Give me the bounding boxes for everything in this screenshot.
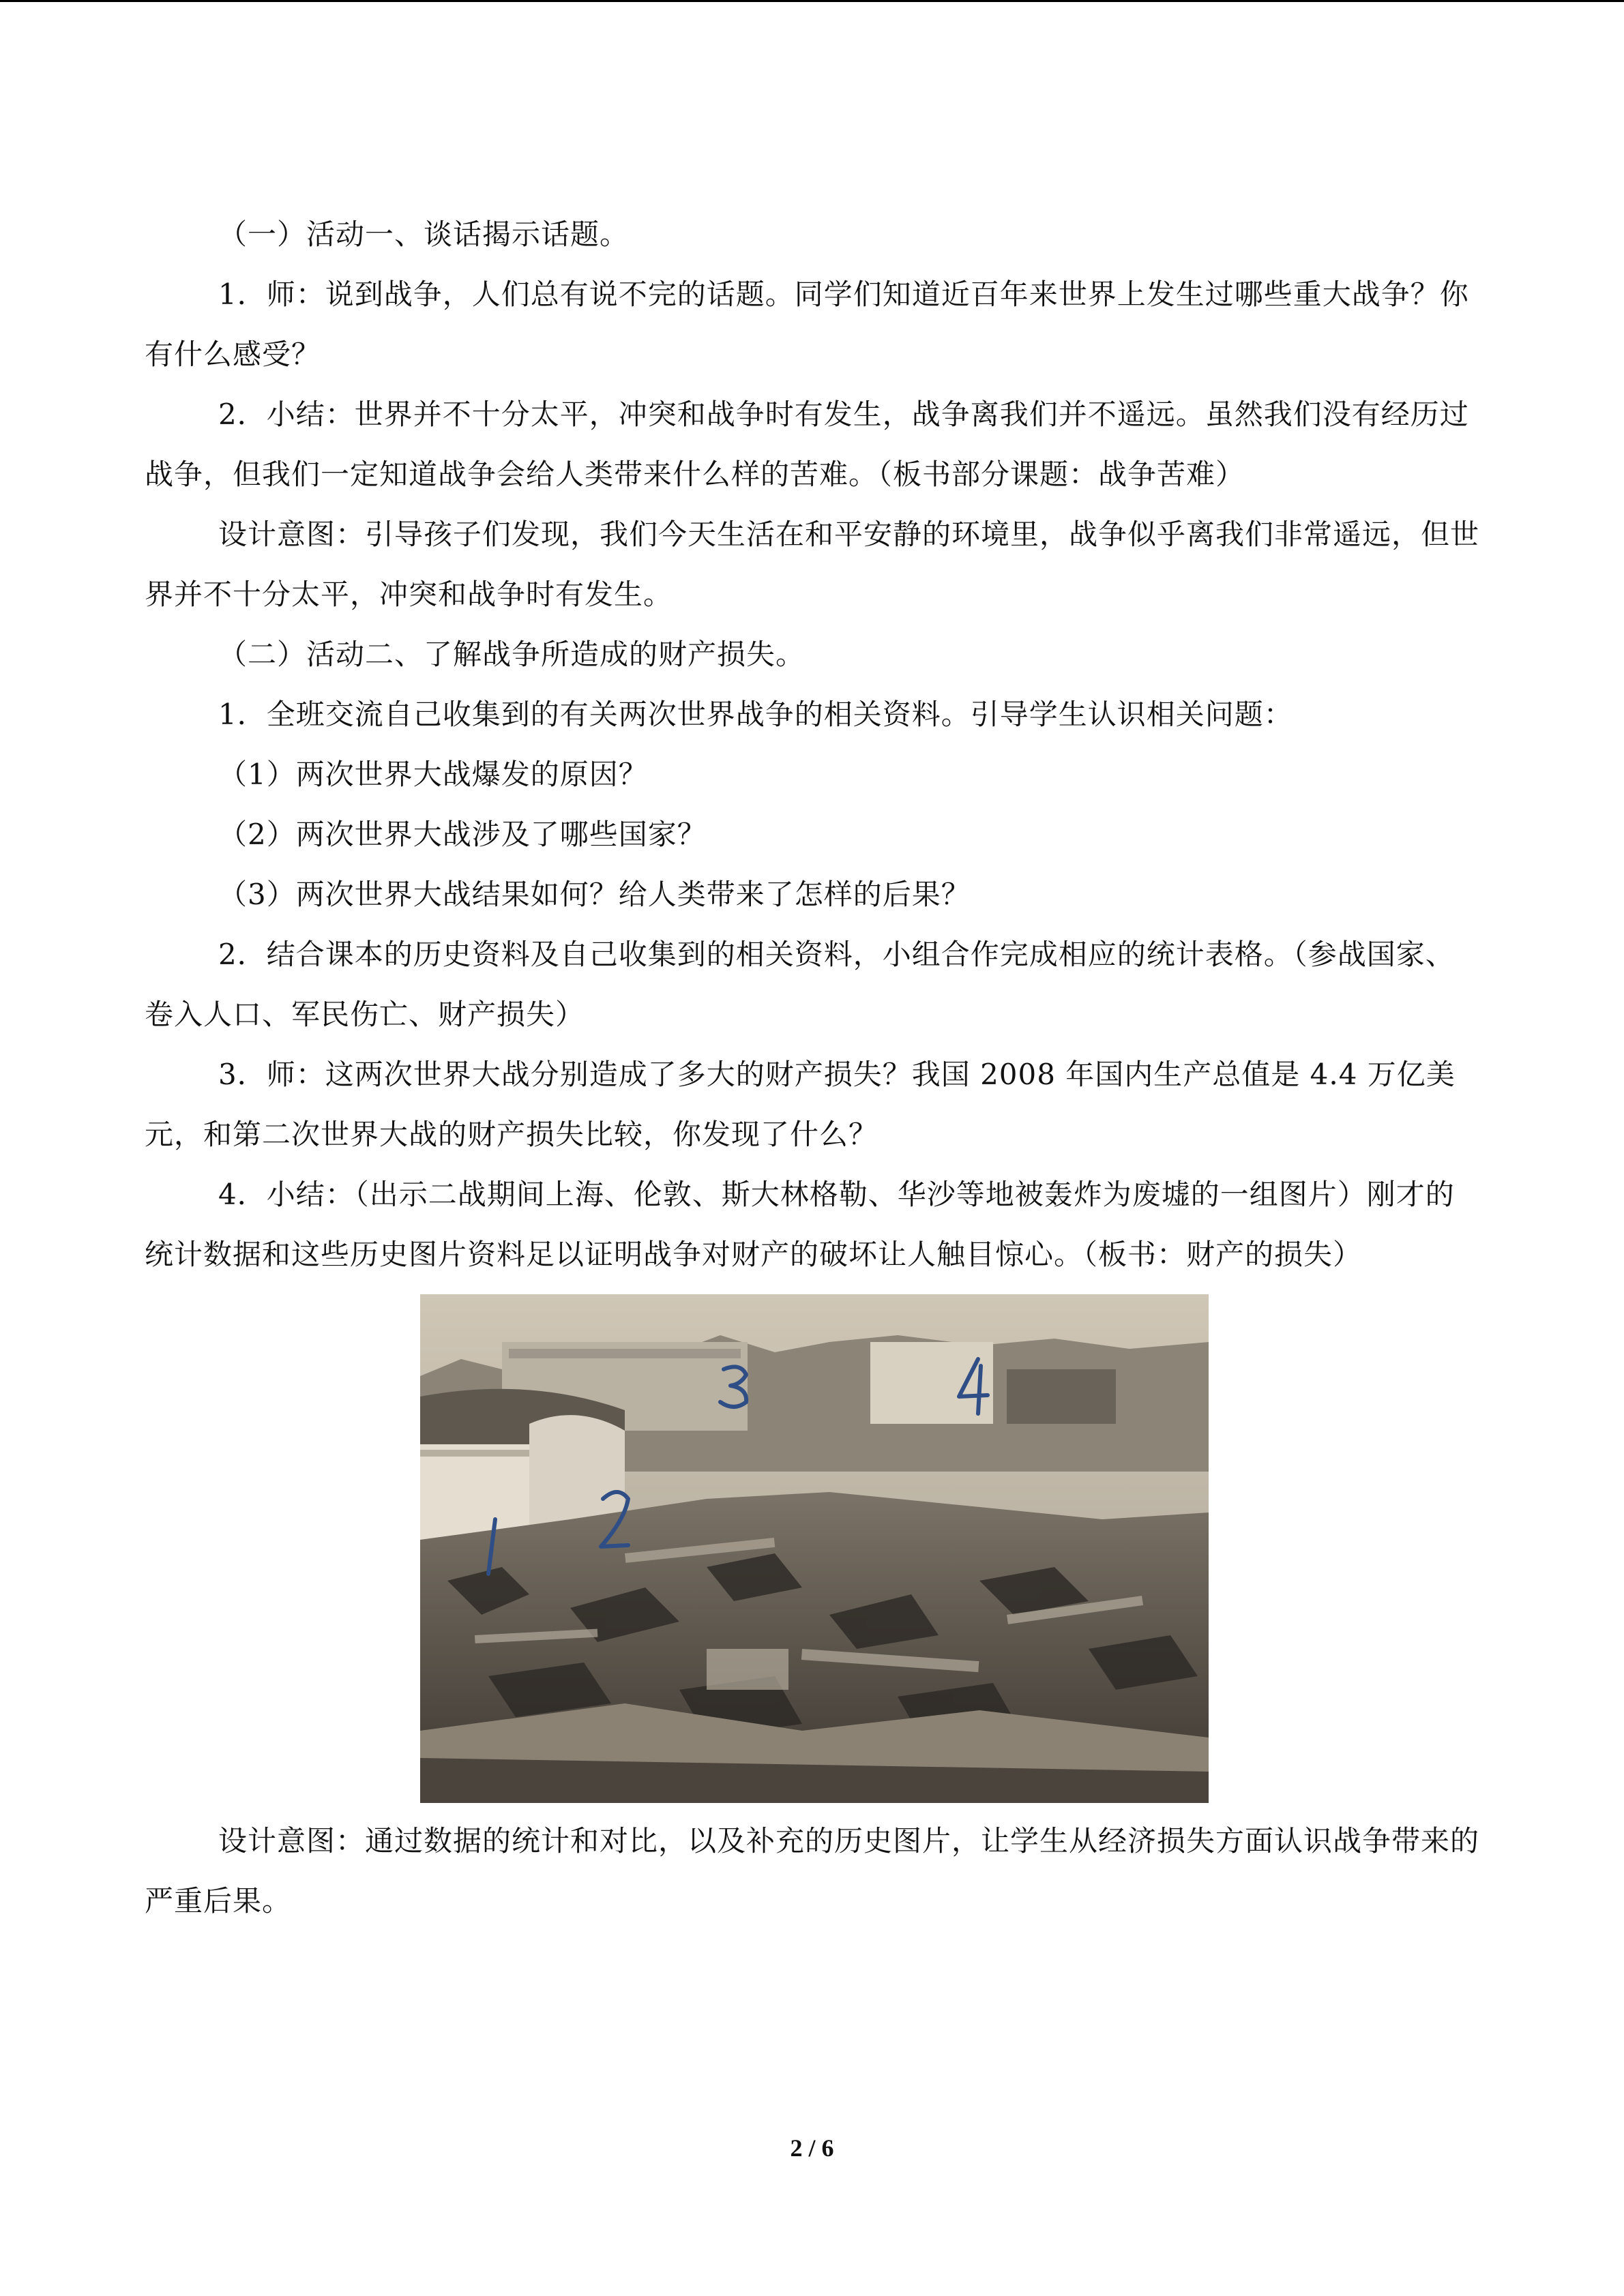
question-item-3: （3）两次世界大战结果如何？给人类带来了怎样的后果？ (218, 878, 971, 911)
paragraph-design-intent-1: 设计意图：引导孩子们发现，我们今天生活在和平安静的环境里，战争似乎离我们非常遥远，但世界并不十分太平，冲突和战争时有发生。 (145, 518, 1480, 611)
top-border-line (0, 0, 1624, 2)
section-heading-activity-1: （一）活动一、谈话揭示话题。 (218, 218, 630, 251)
paragraph-summary-2: 4．小结：（出示二战期间上海、伦敦、斯大林格勒、华沙等地被轰炸为废墟的一组图片）刚才的统计数据和这些历史图片资料足以证明战争对财产的破坏让人触目惊心。（板书：财产的损失） (145, 1178, 1455, 1271)
question-item-2: （2）两次世界大战涉及了哪些国家？ (218, 818, 707, 851)
paragraph-group-work: 2．结合课本的历史资料及自己收集到的相关资料，小组合作完成相应的统计表格。（参战国家、卷入人口、军民伤亡、财产损失） (145, 938, 1455, 1031)
paragraph-summary-1: 2．小结：世界并不十分太平，冲突和战争时有发生，战争离我们并不遥远。虽然我们没有经历过战争，但我们一定知道战争会给人类带来什么样的苦难。（板书部分课题：战争苦难） (145, 398, 1469, 491)
page-number: 2 / 6 (790, 2134, 834, 2162)
paragraph-teacher-question: 1．师：说到战争，人们总有说不完的话题。同学们知道近百年来世界上发生过哪些重大战争？你有什么感受？ (145, 278, 1469, 371)
war-ruins-photo (420, 1294, 1209, 1803)
paragraph-class-exchange: 1．全班交流自己收集到的有关两次世界战争的相关资料。引导学生认识相关问题： (218, 698, 1293, 731)
section-heading-activity-2: （二）活动二、了解战争所造成的财产损失。 (218, 638, 806, 671)
paragraph-teacher-gdp-question: 3．师：这两次世界大战分别造成了多大的财产损失？我国 2008 年国内生产总值是 4.4 万亿美元，和第二次世界大战的财产损失比较，你发现了什么？ (145, 1058, 1456, 1151)
question-item-1: （1）两次世界大战爆发的原因？ (218, 758, 648, 791)
document-body (145, 205, 1481, 1931)
paragraph-design-intent-2: 设计意图：通过数据的统计和对比，以及补充的历史图片，让学生从经济损失方面认识战争带来的严重后果。 (145, 1824, 1480, 1918)
